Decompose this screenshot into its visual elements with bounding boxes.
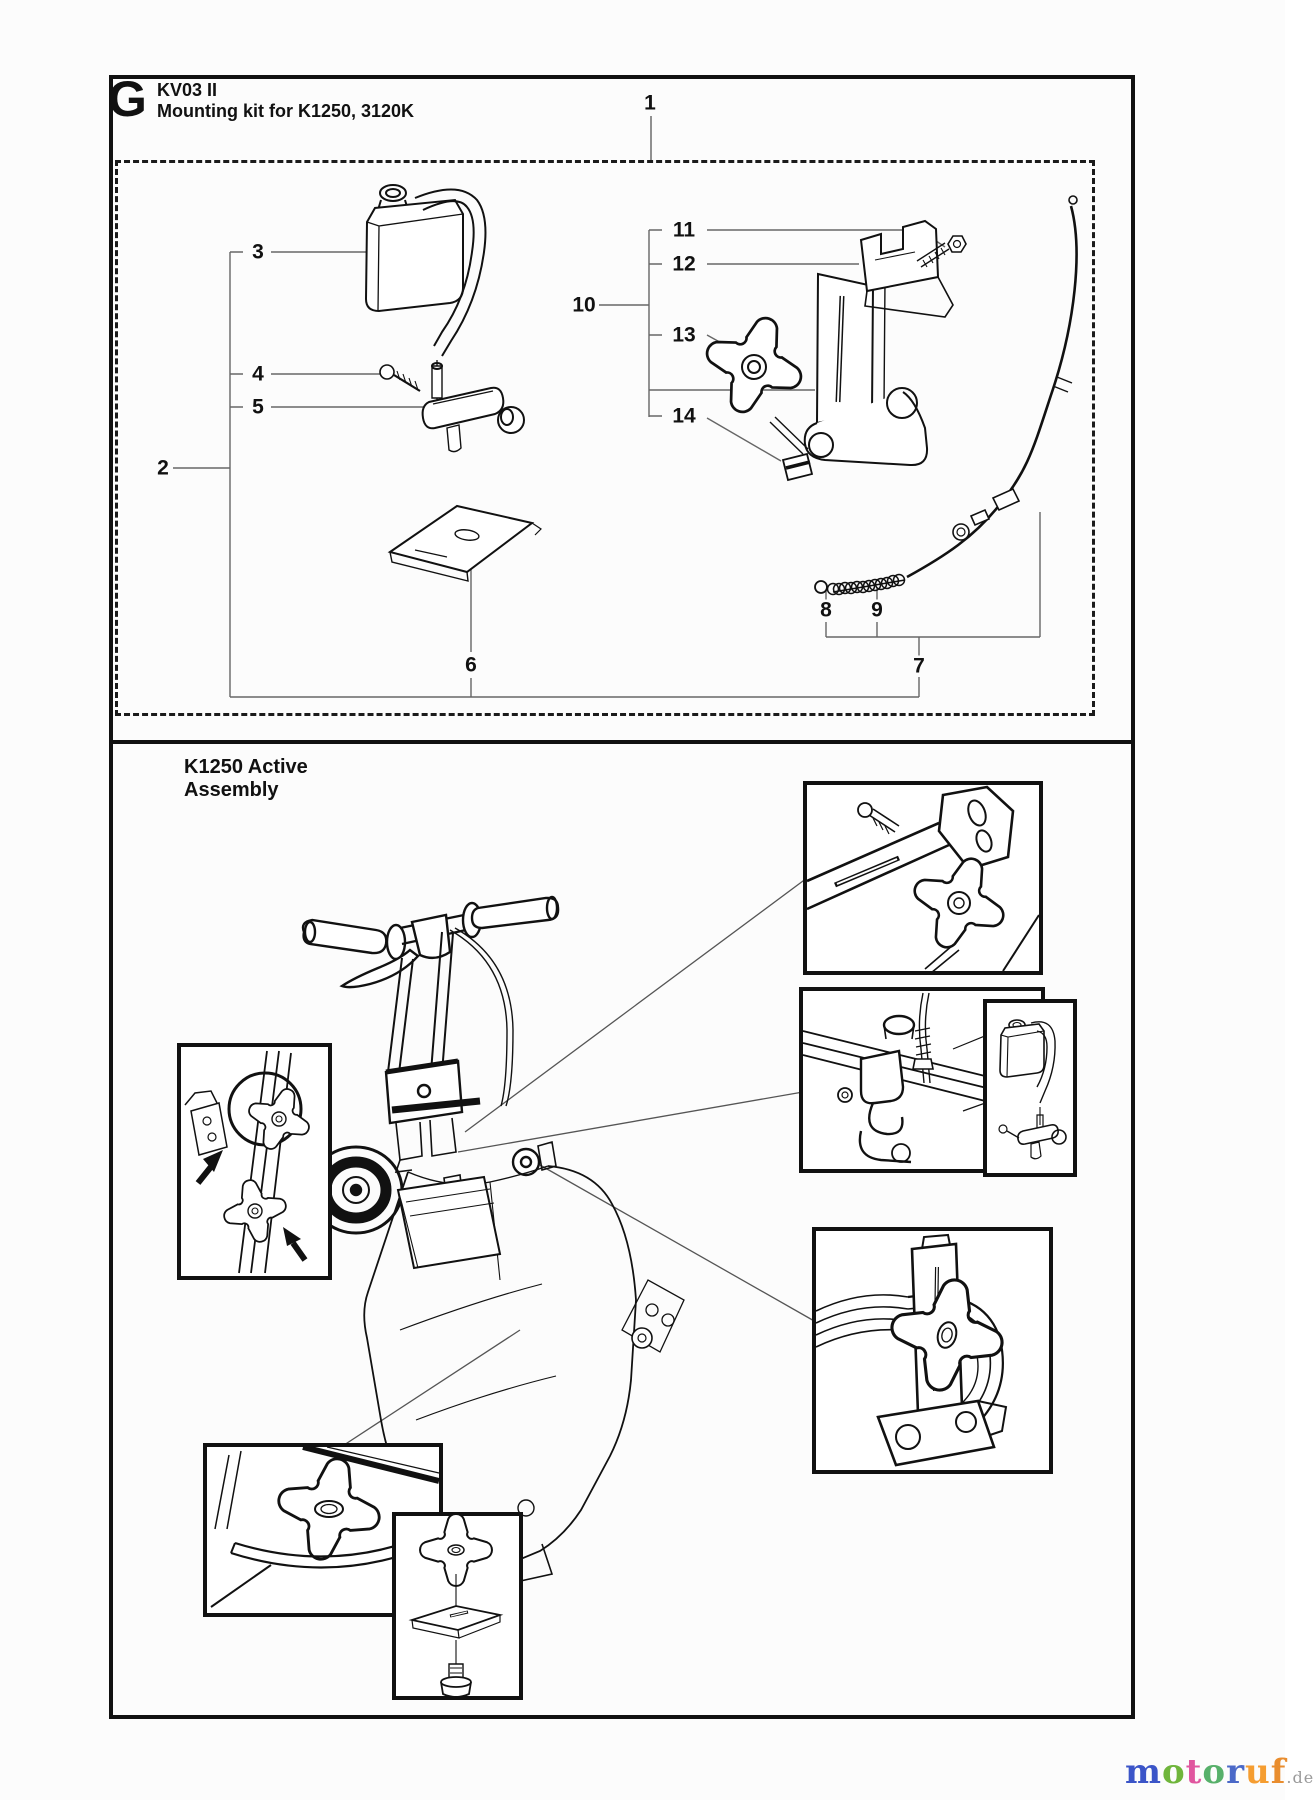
callout-9: 9 <box>871 598 883 622</box>
inset-knob-handle-loop <box>812 1227 1053 1474</box>
assembly-title-line2: Assembly <box>184 779 279 801</box>
callout-3: 3 <box>252 240 264 264</box>
plate-part-drawing <box>390 506 541 581</box>
callout-7: 7 <box>913 654 925 678</box>
callout-12: 12 <box>672 252 696 276</box>
handlebar-clamp-detail-drawing <box>807 785 1039 971</box>
knob-plate-bolt-detail-drawing <box>396 1516 519 1696</box>
inset-handlebar-clamp <box>803 781 1043 975</box>
watermark-letter: r <box>1226 1752 1245 1792</box>
watermark-word <box>1125 1752 1286 1792</box>
callout-14: 14 <box>672 404 696 428</box>
callout-1: 1 <box>644 91 656 115</box>
watermark-letter: o <box>1202 1752 1227 1792</box>
bracket-group-drawing <box>693 221 966 480</box>
callout-11: 11 <box>672 218 696 242</box>
watermark-letter: t <box>1185 1752 1203 1792</box>
tank-valve-detail-drawing <box>987 1003 1073 1173</box>
callout-8: 8 <box>820 598 832 622</box>
watermark-letter: o <box>1161 1752 1186 1792</box>
callout-13: 13 <box>672 323 696 347</box>
valve-part-drawing <box>423 363 524 452</box>
callout-4: 4 <box>252 362 264 386</box>
watermark-logo <box>1125 1752 1314 1792</box>
watermark-letter: m <box>1125 1752 1162 1792</box>
callout-6: 6 <box>465 653 477 677</box>
section-letter: G <box>108 71 147 127</box>
watermark-suffix: .de <box>1286 1768 1314 1787</box>
assembly-title-line1: K1250 Active <box>184 756 308 778</box>
knob-handle-loop-detail-drawing <box>816 1231 1049 1470</box>
inset-knob-plate-bolt <box>392 1512 523 1700</box>
inset-tank-valve <box>983 999 1077 1177</box>
callout-2: 2 <box>157 456 169 480</box>
kit-title: Mounting kit for K1250, 3120K <box>157 101 415 121</box>
kit-code: KV03 II <box>157 80 218 100</box>
watermark-letter: u <box>1245 1752 1271 1792</box>
watermark-letter: f <box>1270 1752 1287 1792</box>
callout-10: 10 <box>572 293 596 317</box>
column-knobs-detail-drawing <box>181 1047 328 1276</box>
callout-5: 5 <box>252 395 264 419</box>
screw-part-drawing <box>380 365 420 391</box>
inset-column-knobs <box>177 1043 332 1280</box>
